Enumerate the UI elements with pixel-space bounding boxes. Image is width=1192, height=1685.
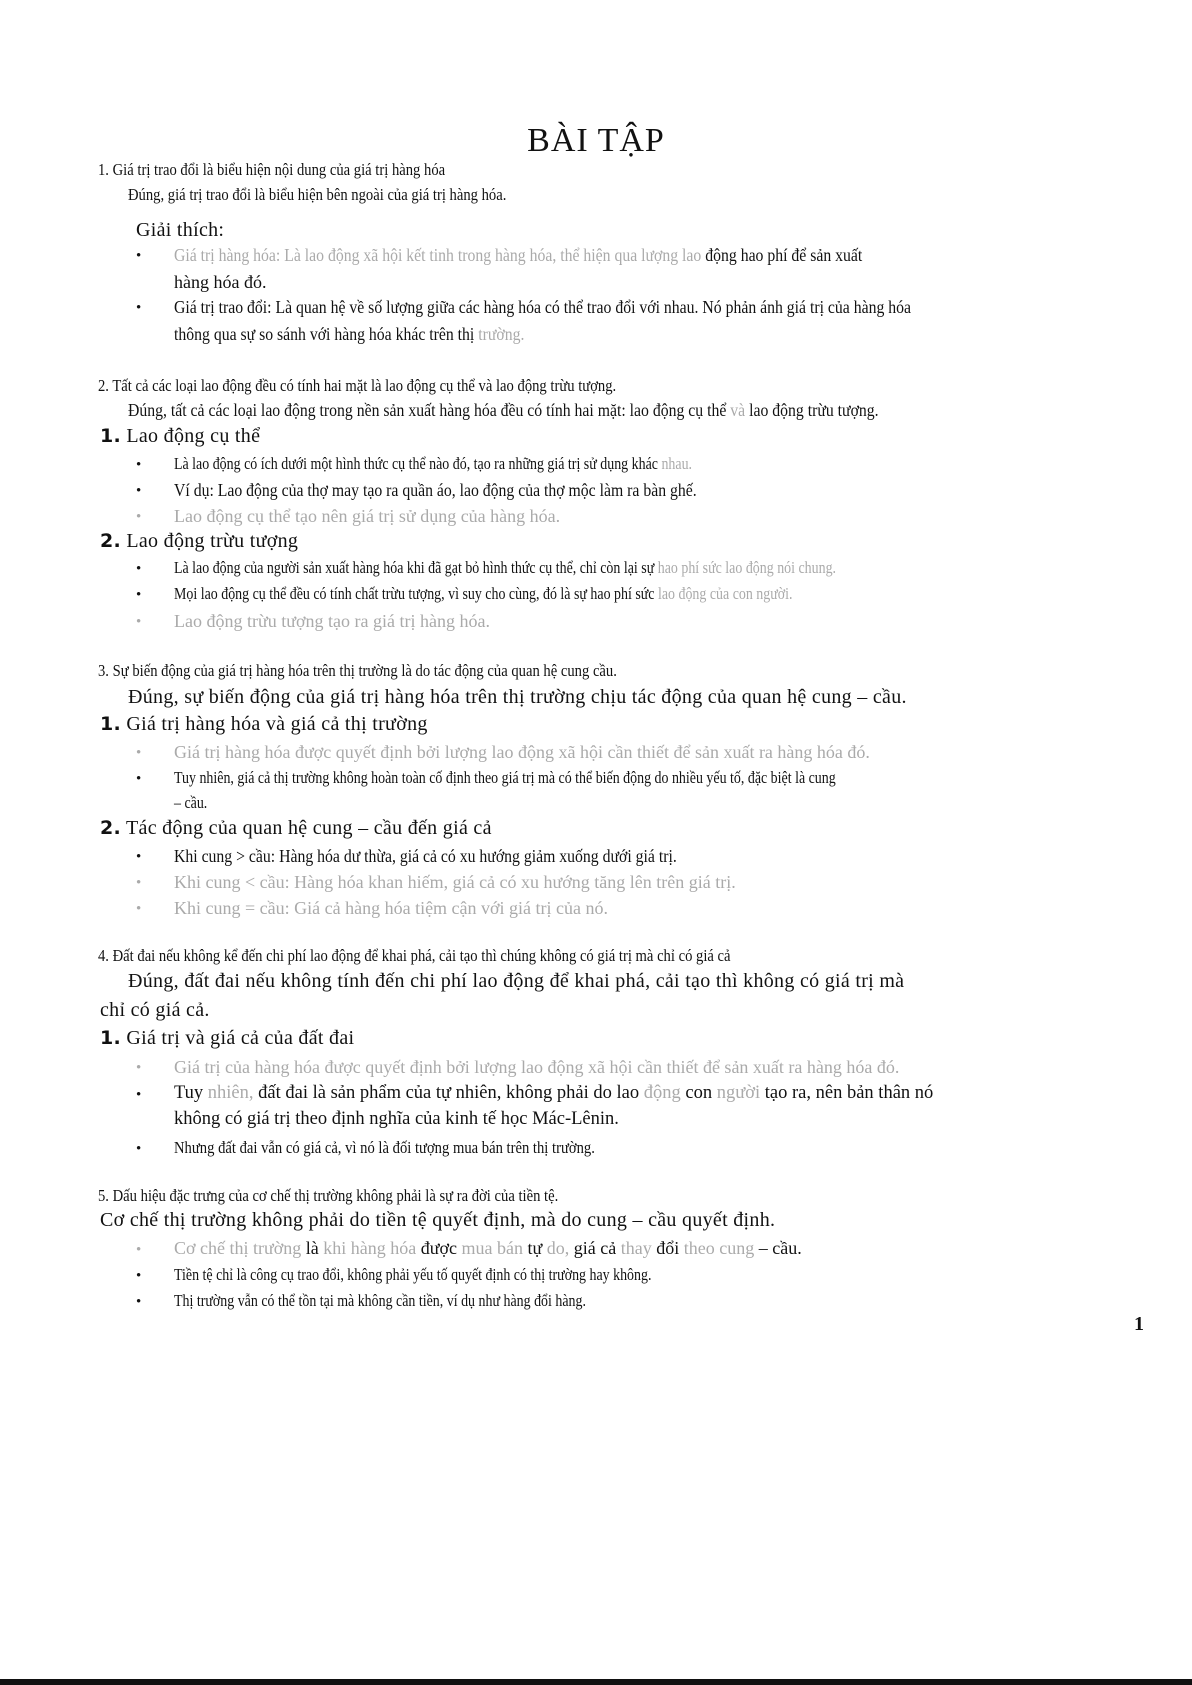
q3-heading-1 xyxy=(100,713,428,736)
q1-bullet-1-cont: hàng hóa đó. xyxy=(174,272,267,292)
q5-bullet-1-d3: tự xyxy=(523,1238,547,1258)
q5-bullet-3: Thị trường vẫn có thể tồn tại mà không cần tiền, ví dụ như hàng đổi hàng. xyxy=(174,1291,586,1310)
bullet-icon: • xyxy=(136,1268,142,1284)
q2-h2-bullet-3: Lao động trừu tượng tạo ra giá trị hàng hóa. xyxy=(174,611,490,631)
q2-h2-bullet-1 xyxy=(174,558,836,578)
q3-heading-2 xyxy=(100,817,492,840)
q4-heading-1-number: 1. xyxy=(100,1027,122,1049)
q2-heading-1 xyxy=(100,425,260,448)
q1-bullet-2-faded: trường. xyxy=(478,324,525,344)
q4-h1-bullet-3: Nhưng đất đai vẫn có giá cả, vì nó là đối tượng mua bán trên thị trường. xyxy=(174,1138,595,1157)
q1-statement: 1. Giá trị trao đổi là biểu hiện nội dung của giá trị hàng hóa xyxy=(98,160,446,179)
q2-heading-2-text: Lao động trừu tượng xyxy=(126,530,299,552)
q2-h1-bullet-3: Lao động cụ thể tạo nên giá trị sử dụng của hàng hóa. xyxy=(174,506,561,526)
q4-h1-bullet-2 xyxy=(174,1083,933,1104)
q4-h1-bullet-2-b: đất đai là sản phẩm của tự nhiên, không phải do lao xyxy=(253,1083,644,1103)
q4-h1-bullet-2-cont: không có giá trị theo định nghĩa của kinh tế học Mác-Lênin. xyxy=(174,1109,619,1129)
q4-h1-bullet-1: Giá trị của hàng hóa được quyết định bởi lượng lao động xã hội cần thiết để sản xuất ra hàng hóa đó. xyxy=(174,1057,900,1077)
q5-bullet-2: Tiền tệ chỉ là công cụ trao đổi, không phải yếu tố quyết định có thị trường hay không. xyxy=(174,1265,652,1284)
q5-bullet-1-f6: theo cung xyxy=(683,1238,755,1258)
q5-bullet-1 xyxy=(174,1238,802,1259)
bullet-icon: • xyxy=(136,614,142,630)
q3-heading-2-text: Tác động của quan hệ cung – cầu đến giá cả xyxy=(126,817,492,839)
q2-statement: 2. Tất cả các loại lao động đều có tính hai mặt là lao động cụ thể và lao động trừu tượng. xyxy=(98,376,617,395)
q5-bullet-1-d2: được xyxy=(416,1238,462,1258)
q3-h1-bullet-1: Giá trị hàng hóa được quyết định bởi lượng lao động xã hội cần thiết để sản xuất ra hàng hóa đó. xyxy=(174,742,870,762)
q2-h1-bullet-2: Ví dụ: Lao động của thợ may tạo ra quần áo, lao động của thợ mộc làm ra bàn ghế. xyxy=(174,480,697,500)
q5-statement: 5. Dấu hiệu đặc trưng của cơ chế thị trường không phải là sự ra đời của tiền tệ. xyxy=(98,1186,559,1205)
q4-h1-bullet-2-f1: nhiên, xyxy=(207,1083,254,1103)
bullet-icon: • xyxy=(136,1141,142,1157)
q3-h2-bullet-3: Khi cung = cầu: Giá cả hàng hóa tiệm cận với giá trị của nó. xyxy=(174,898,609,918)
q5-bullet-1-f2: khi hàng hóa xyxy=(323,1238,417,1258)
q4-h1-bullet-2-d: tạo ra, nên bản thân nó xyxy=(760,1083,934,1103)
q1-bullet-1-faded: Giá trị hàng hóa: Là lao động xã hội kết tinh trong hàng hóa, thể hiện qua lượng lao xyxy=(174,245,706,265)
q2-heading-2 xyxy=(100,530,298,553)
q2-answer xyxy=(128,400,879,421)
q5-answer: Cơ chế thị trường không phải do tiền tệ quyết định, mà do cung – cầu quyết định. xyxy=(100,1209,776,1231)
bullet-icon: • xyxy=(136,1294,142,1310)
page-number: 1 xyxy=(1134,1313,1144,1335)
q4-statement: 4. Đất đai nếu không kể đến chi phí lao động để khai phá, cải tạo thì chúng không có giá trị mà chỉ có giá cả xyxy=(98,946,731,965)
q4-heading-1 xyxy=(100,1027,354,1050)
q2-h1-bullet-1 xyxy=(174,454,692,474)
q4-heading-1-text: Giá trị và giá cả của đất đai xyxy=(126,1027,355,1049)
q4-h1-bullet-2-f2: động xyxy=(643,1083,681,1103)
q3-h2-bullet-2: Khi cung < cầu: Hàng hóa khan hiếm, giá cả có xu hướng tăng lên trên giá trị. xyxy=(174,872,736,892)
bullet-icon: • xyxy=(136,561,142,577)
q4-h1-bullet-2-f3: người xyxy=(716,1083,761,1103)
q4-answer: Đúng, đất đai nếu không tính đến chi phí lao động để khai phá, cải tạo thì không có giá trị mà xyxy=(128,970,905,992)
bullet-icon: • xyxy=(136,745,142,761)
q3-statement: 3. Sự biến động của giá trị hàng hóa trên thị trường là do tác động của quan hệ cung cầu. xyxy=(98,661,617,680)
bullet-icon: • xyxy=(136,1087,142,1103)
bullet-icon: • xyxy=(136,771,142,787)
q5-bullet-1-f4: do, xyxy=(546,1238,570,1258)
q5-bullet-1-d5: đổi xyxy=(651,1238,684,1258)
q2-h2-bullet-2-faded: lao động của con người. xyxy=(657,584,793,603)
q5-bullet-1-d6: – cầu. xyxy=(754,1238,802,1258)
q3-heading-1-number: 1. xyxy=(100,713,122,735)
q2-heading-1-text: Lao động cụ thể xyxy=(126,425,261,447)
q2-h2-bullet-2-dark: Mọi lao động cụ thể đều có tính chất trừu tượng, vì suy cho cùng, đó là sự hao phí sức xyxy=(174,584,658,603)
q2-answer-b: lao động trừu tượng. xyxy=(745,400,879,420)
q4-h1-bullet-2-c: con xyxy=(680,1083,717,1103)
q3-answer: Đúng, sự biến động của giá trị hàng hóa trên thị trường chịu tác động của quan hệ cung – cầu. xyxy=(128,686,907,708)
q2-h2-bullet-1-dark: Là lao động của người sản xuất hàng hóa khi đã gạt bỏ hình thức cụ thể, chỉ còn lại sự xyxy=(174,558,658,577)
bullet-icon: • xyxy=(136,300,142,316)
q2-heading-1-number: 1. xyxy=(100,425,122,447)
bullet-icon: • xyxy=(136,849,142,865)
q5-bullet-1-d1: là xyxy=(301,1238,324,1258)
q5-bullet-1-d4: giá cả xyxy=(569,1238,621,1258)
q5-bullet-1-f5: thay xyxy=(620,1238,652,1258)
q3-heading-2-number: 2. xyxy=(100,817,122,839)
bullet-icon: • xyxy=(136,509,142,525)
q4-answer-cont: chỉ có giá cả. xyxy=(100,999,210,1021)
q3-h1-bullet-2: Tuy nhiên, giá cả thị trường không hoàn toàn cố định theo giá trị mà có thể biến động do nhiều yếu tố, đặc biệt là cung xyxy=(174,768,836,787)
q5-bullet-1-f1: Cơ chế thị trường xyxy=(174,1238,302,1258)
bullet-icon: • xyxy=(136,457,142,473)
q1-bullet-2: Giá trị trao đổi: Là quan hệ về số lượng giữa các hàng hóa có thể trao đổi với nhau. Nó phản ánh giá trị của hàng hóa xyxy=(174,297,912,317)
q3-heading-1-text: Giá trị hàng hóa và giá cả thị trường xyxy=(126,713,428,735)
bullet-icon: • xyxy=(136,248,142,264)
bullet-icon: • xyxy=(136,901,142,917)
bullet-icon: • xyxy=(136,587,142,603)
bottom-border xyxy=(0,1679,1192,1685)
q1-bullet-2-dark: thông qua sự so sánh với hàng hóa khác trên thị xyxy=(174,324,479,344)
q2-h2-bullet-1-faded: hao phí sức lao động nói chung. xyxy=(657,558,837,577)
bullet-icon: • xyxy=(136,875,142,891)
bullet-icon: • xyxy=(136,1060,142,1076)
q1-bullet-1-dark: động hao phí để sản xuất xyxy=(705,245,863,265)
q1-bullet-2-cont xyxy=(174,324,524,345)
q2-heading-2-number: 2. xyxy=(100,530,122,552)
q2-h2-bullet-2 xyxy=(174,584,793,604)
q2-h1-bullet-1-faded: nhau. xyxy=(661,454,693,473)
q1-bullet-1 xyxy=(174,245,862,266)
q3-h1-bullet-2-cont: – cầu. xyxy=(174,793,208,812)
bullet-icon: • xyxy=(136,1242,142,1258)
q4-h1-bullet-2-a: Tuy xyxy=(174,1083,208,1103)
page-title: BÀI TẬP xyxy=(527,122,665,159)
q1-answer: Đúng, giá trị trao đổi là biểu hiện bên ngoài của giá trị hàng hóa. xyxy=(128,185,507,204)
q2-answer-a: Đúng, tất cả các loại lao động trong nền sản xuất hàng hóa đều có tính hai mặt: lao động cụ thể xyxy=(128,400,731,420)
q5-bullet-1-f3: mua bán xyxy=(461,1238,524,1258)
q1-explain-label: Giải thích: xyxy=(136,219,225,241)
q3-h2-bullet-1: Khi cung > cầu: Hàng hóa dư thừa, giá cả có xu hướng giảm xuống dưới giá trị. xyxy=(174,846,677,866)
q2-answer-faded: và xyxy=(730,400,746,420)
bullet-icon: • xyxy=(136,483,142,499)
q2-h1-bullet-1-dark: Là lao động có ích dưới một hình thức cụ thể nào đó, tạo ra những giá trị sử dụng khác xyxy=(174,454,662,473)
